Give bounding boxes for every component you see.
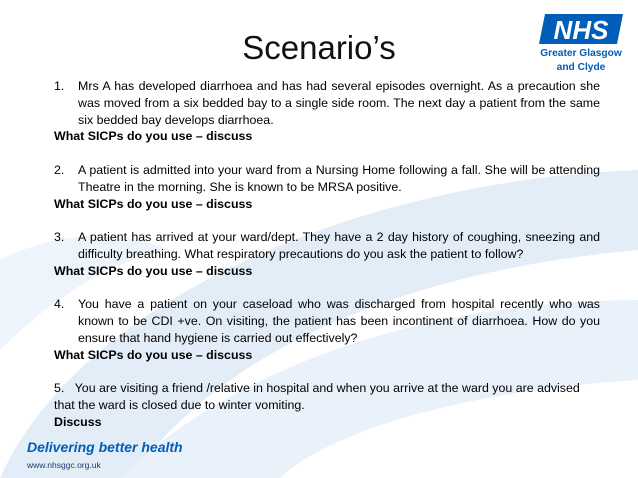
scenario-number: 1.: [54, 79, 65, 93]
scenario-4: [54, 296, 600, 363]
nhs-logo: [533, 12, 629, 74]
scenario-number: 3.: [54, 230, 65, 245]
scenario-1: [54, 78, 600, 145]
scenario-number: 5.: [54, 381, 65, 396]
scenario-text: A patient has arrived at your ward/dept. They have a 2 day history of coughing, sneezing and difficulty breathing. What respiratory precautions do you ask the patient to follow?: [78, 230, 600, 261]
scenario-question: Discuss: [54, 414, 102, 429]
scenario-2: [54, 162, 600, 212]
footer-url: www.nhsggc.org.uk: [27, 460, 101, 470]
nhs-badge-text: NHS: [553, 15, 609, 45]
slide-title: Scenario’s: [242, 29, 396, 66]
scenario-5: [54, 380, 600, 430]
scenario-text: A patient is admitted into your ward from a Nursing Home following a fall. She will be attending Theatre in the morning. She is known to be MRSA positive.: [78, 162, 600, 194]
scenario-3: [54, 229, 600, 279]
scenario-list: [54, 78, 600, 431]
footer-tagline: Delivering better health: [27, 439, 183, 455]
scenario-question: What SICPs do you use – discuss: [54, 263, 253, 278]
logo-line-1: Greater Glasgow: [540, 48, 622, 59]
scenario-question: What SICPs do you use – discuss: [54, 196, 253, 211]
nhs-badge: [533, 12, 629, 46]
scenario-question: What SICPs do you use – discuss: [54, 129, 253, 144]
scenario-number: 2.: [54, 162, 65, 177]
scenario-text: You have a patient on your caseload who was discharged from hospital recently who was known to be CDI +ve. On visiting, the patient has been incontinent of diarrhoea. How do you ensure that hand hygiene is carried out effectively?: [78, 297, 600, 345]
scenario-number: 4.: [54, 297, 65, 312]
scenario-text: You are visiting a friend /relative in hospital and when you arrive at the ward you are advised that the ward is closed due to winter vomiting.: [54, 381, 580, 413]
scenario-question: What SICPs do you use – discuss: [54, 347, 253, 362]
scenario-text: Mrs A has developed diarrhoea and has had several episodes overnight. As a precaution she was moved from a six bedded bay to a single side room. The next day a patient from the same six bedded bay develops diarrhoea.: [78, 79, 600, 127]
logo-line-2: and Clyde: [556, 62, 606, 73]
